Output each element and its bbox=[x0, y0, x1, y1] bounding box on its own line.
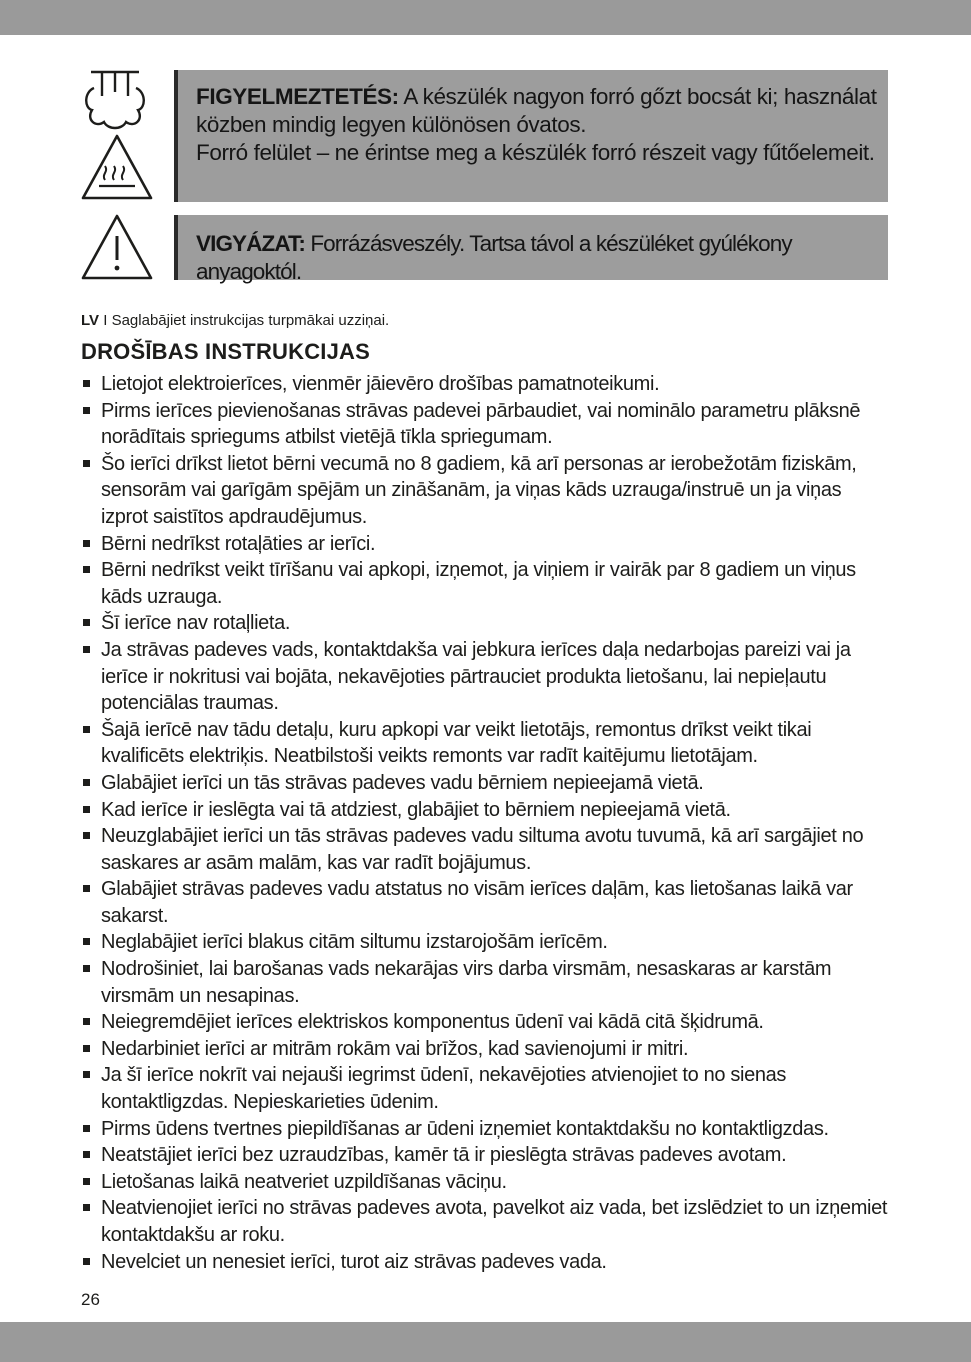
page-number: 26 bbox=[81, 1290, 100, 1309]
list-item: Kad ierīce ir ieslēgta vai tā atdziest, glabājiet to bērniem nepieejamā vietā. bbox=[81, 797, 893, 824]
list-item: Neatvienojiet ierīci no strāvas padeves avota, pavelkot aiz vada, bet izslēdziet to un izņemiet kontaktdakšu ar roku. bbox=[81, 1195, 893, 1248]
list-item: Pirms ierīces pievienošanas strāvas padevei pārbaudiet, vai nominālo parametru plāksnē norādītais spriegums atbilst vietējā tīkla spriegumam. bbox=[81, 398, 893, 451]
hot-surface-text: Forró felület – ne érintse meg a készülék forró részeit vagy fűtőelemeit. bbox=[196, 140, 875, 165]
list-item: Šajā ierīcē nav tādu detaļu, kuru apkopi var veikt lietotājs, remontus drīkst veikt tikai kvalificēts elektriķis. Neatbilstoši veikts remonts var radīt kaitējumu lietotājam. bbox=[81, 717, 893, 770]
list-item: Šī ierīce nav rotaļlieta. bbox=[81, 610, 893, 637]
language-code: LV bbox=[81, 312, 100, 329]
list-item: Lietojot elektroierīces, vienmēr jāievēro drošības pamatnoteikumi. bbox=[81, 371, 893, 398]
list-item: Pirms ūdens tvertnes piepildīšanas ar ūdeni izņemiet kontaktdakšu no kontaktligzdas. bbox=[81, 1116, 893, 1143]
caution-text: Forrázásveszély. Tartsa távol a készüléket gyúlékony anyagoktól. bbox=[196, 231, 792, 284]
list-item: Neglabājiet ierīci blakus citām siltumu izstarojošām ierīcēm. bbox=[81, 929, 893, 956]
list-item: Neiegremdējiet ierīces elektriskos komponentus ūdenī vai kādā citā šķidrumā. bbox=[81, 1009, 893, 1036]
list-item: Nedarbiniet ierīci ar mitrām rokām vai brīžos, kad savienojumi ir mitri. bbox=[81, 1036, 893, 1063]
warning-box bbox=[174, 70, 888, 202]
hot-surface-icon bbox=[81, 132, 153, 202]
section-title: DROŠĪBAS INSTRUKCIJAS bbox=[81, 339, 371, 364]
safety-list bbox=[81, 371, 893, 1275]
warning-paragraph bbox=[196, 83, 888, 139]
language-separator: I bbox=[99, 312, 112, 329]
language-note bbox=[81, 312, 389, 329]
list-item: Bērni nedrīkst veikt tīrīšanu vai apkopi, izņemot, ja viņiem ir vairāk par 8 gadiem un viņus kāds uzrauga. bbox=[81, 557, 893, 610]
list-item: Nevelciet un nenesiet ierīci, turot aiz strāvas padeves vada. bbox=[81, 1249, 893, 1276]
list-item: Glabājiet ierīci un tās strāvas padeves vadu bērniem nepieejamā vietā. bbox=[81, 770, 893, 797]
bottom-bar bbox=[0, 1322, 971, 1362]
list-item: Neuzglabājiet ierīci un tās strāvas padeves vadu siltuma avotu tuvumā, kā arī sargājiet no saskares ar asām malām, kas var radīt bojājumus. bbox=[81, 823, 893, 876]
warning-label: FIGYELMEZTETÉS: bbox=[196, 84, 399, 109]
caution-label: VIGYÁZAT: bbox=[196, 231, 305, 256]
language-note-text: Saglabājiet instrukcijas turpmākai uzziņai. bbox=[111, 312, 390, 329]
caution-icon bbox=[81, 212, 153, 282]
steam-icon bbox=[82, 70, 148, 132]
caution-box bbox=[174, 215, 888, 284]
list-item: Šo ierīci drīkst lietot bērni vecumā no 8 gadiem, kā arī personas ar ierobežotām fiziskām, sensorām vai garīgām spējām un zināšanām, ja viņas kāds uzrauga/instruē un ja viņas izprot saistītos apdraudējumus. bbox=[81, 451, 893, 531]
caution-paragraph bbox=[196, 230, 888, 286]
list-item: Lietošanas laikā neatveriet uzpildīšanas vāciņu. bbox=[81, 1169, 893, 1196]
list-item: Ja šī ierīce nokrīt vai nejauši iegrimst ūdenī, nekavējoties atvienojiet to no sienas kontaktligzdas. Nepieskarieties ūdenim. bbox=[81, 1062, 893, 1115]
list-item: Nodrošiniet, lai barošanas vads nekarājas virs darba virsmām, nesaskaras ar karstām virsmām un nesapinas. bbox=[81, 956, 893, 1009]
warning-text: A készülék nagyon forró gőzt bocsát ki; használat közben mindig legyen különösen óvatos. bbox=[196, 84, 877, 137]
list-item: Neatstājiet ierīci bez uzraudzības, kamēr tā ir pieslēgta strāvas padeves avotam. bbox=[81, 1142, 893, 1169]
list-item: Bērni nedrīkst rotaļāties ar ierīci. bbox=[81, 531, 893, 558]
top-bar bbox=[0, 0, 971, 35]
list-item: Glabājiet strāvas padeves vadu atstatus no visām ierīces daļām, kas lietošanas laikā var sakarst. bbox=[81, 876, 893, 929]
list-item: Ja strāvas padeves vads, kontaktdakša vai jebkura ierīces daļa nedarbojas pareizi vai ja ierīce ir nokritusi vai bojāta, nekavējoties pārtrauciet produkta lietošanu, lai nepieļautu potenciālas traumas. bbox=[81, 637, 893, 717]
